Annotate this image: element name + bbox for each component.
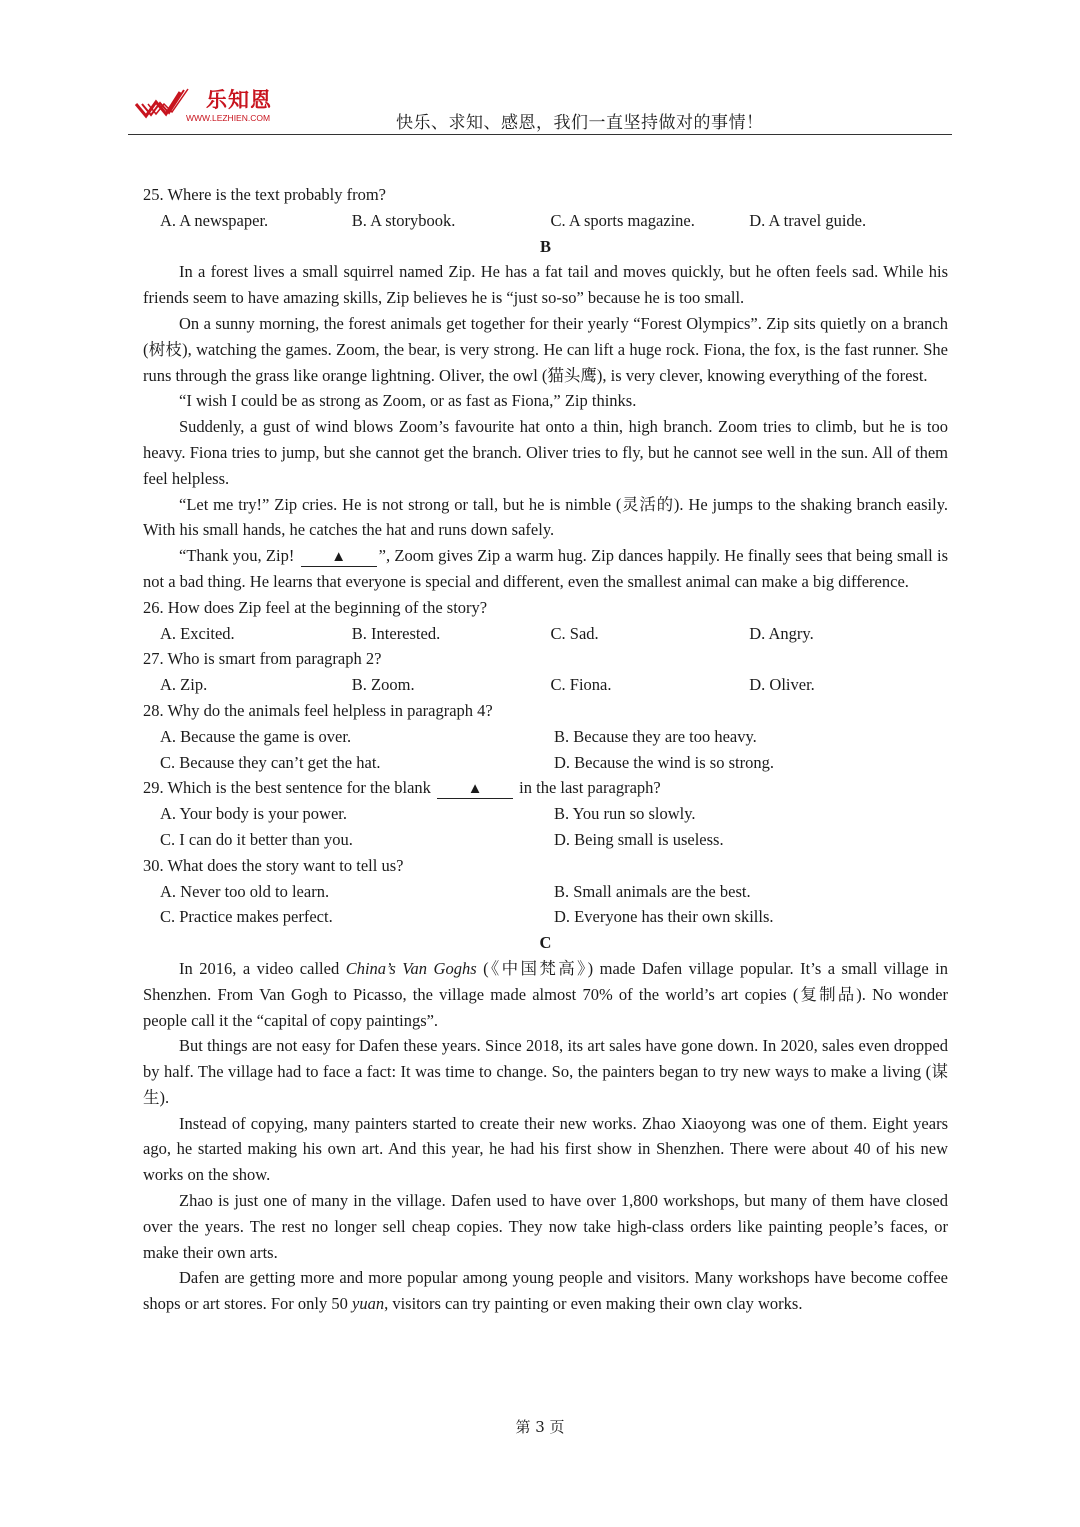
q25-option-b: B. A storybook. bbox=[351, 210, 456, 230]
q29-option-c: C. I can do it better than you. bbox=[160, 829, 353, 849]
q29-blank bbox=[437, 779, 513, 799]
question-27-options bbox=[143, 672, 948, 698]
q27-option-c: C. Fiona. bbox=[550, 675, 612, 695]
question-27: 27. Who is smart from paragraph 2? bbox=[143, 649, 382, 669]
passage-b-paragraph-2: On a sunny morning, the forest animals get together for their yearly “Forest Olympics”. Zip sits quietly on a branch (树枝), watching the games. Zoom, the bear, is very strong. He can lift a huge rock. Fiona, the fox, is the fast runner. She runs through the grass like orange lightning. Oliver, the owl (猫头鹰), is very clever, knowing everything of the forest. bbox=[143, 313, 948, 385]
q28-option-a: A. Because the game is over. bbox=[160, 726, 352, 746]
logo-url: WWW.LEZHIEN.COM bbox=[186, 113, 271, 123]
question-25: 25. Where is the text probably from? bbox=[143, 185, 386, 204]
question-30: 30. What does the story want to tell us? bbox=[143, 855, 404, 875]
q30-option-c: C. Practice makes perfect. bbox=[160, 907, 333, 927]
question-26-options bbox=[143, 621, 948, 647]
question-29-options-row-2 bbox=[143, 827, 948, 853]
passage-c-paragraph-4: Zhao is just one of many in the village. Dafen used to have over 1,800 workshops, but many of them have closed over the years. The rest no longer sell cheap copies. They now take high-class orders like painting people’s faces, or make their own arts. bbox=[143, 1191, 948, 1262]
currency-yuan: yuan bbox=[352, 1294, 385, 1314]
blank-triangle-icon: ▲ bbox=[331, 549, 347, 566]
paragraph-6-end: ”, Zoom gives Zip a warm hug. Zip dances happily. He finally sees that being small is not a bad thing. He learns that everyone is special and different, even the smallest animal can make a big difference. bbox=[143, 546, 949, 591]
q29-option-a: A. Your body is your power. bbox=[160, 804, 348, 824]
answer-blank bbox=[301, 547, 377, 567]
video-title: China’s Van Goghs bbox=[345, 958, 477, 978]
q28-option-c: C. Because they can’t get the hat. bbox=[160, 752, 381, 772]
q26-option-c: C. Sad. bbox=[550, 623, 599, 643]
q30-option-a: A. Never too old to learn. bbox=[160, 881, 330, 901]
q25-option-c: C. A sports magazine. bbox=[550, 210, 695, 230]
q26-option-a: A. Excited. bbox=[160, 623, 235, 643]
passage-c-paragraph-1 bbox=[143, 956, 948, 1033]
passage-b-paragraph-1: In a forest lives a small squirrel named Zip. He has a fat tail and moves quickly, but he often feels sad. While his friends seem to have amazing skills, Zip believes he is “just so-so” because he is too small. bbox=[143, 262, 948, 308]
passage-b-paragraph-3: “I wish I could be as strong as Zoom, or as fast as Fiona,” Zip thinks. bbox=[179, 391, 637, 411]
q27-option-d: D. Oliver. bbox=[749, 675, 815, 695]
q27-option-b: B. Zoom. bbox=[351, 675, 415, 695]
q29-option-d: D. Being small is useless. bbox=[554, 829, 724, 849]
q29-text-start: 29. Which is the best sentence for the blank bbox=[143, 778, 431, 798]
c-p1-start: In 2016, a video called bbox=[179, 958, 346, 978]
q28-option-d: D. Because the wind is so strong. bbox=[554, 752, 774, 772]
question-25-options bbox=[143, 208, 948, 234]
question-28-options-row-2 bbox=[143, 750, 948, 776]
lezhien-logo bbox=[134, 82, 284, 126]
question-30-options-row-1 bbox=[143, 879, 948, 905]
c-p1-end: (《中国梵高》) made Dafen village popular. It’s a small village in Shenzhen. From Van Gogh to Picasso, the village made almost 70% of the world’s art copies (复制品). No wonder people call it the “capital of copy paintings”. bbox=[143, 958, 948, 1030]
q29-blank-triangle-icon: ▲ bbox=[467, 781, 483, 798]
passage-c-paragraph-3: Instead of copying, many painters started to create their new works. Zhao Xiaoyong was one of them. Eight years ago, he started making his own art. And this year, he had his first show in Shenzhen. There were about 40 of his new works on the show. bbox=[143, 1113, 948, 1185]
header-slogan: 快乐、求知、感恩，我们一直坚持做对的事情！ bbox=[396, 113, 764, 133]
question-26: 26. How does Zip feel at the beginning of the story? bbox=[143, 597, 488, 617]
q26-option-b: B. Interested. bbox=[351, 623, 441, 643]
passage-c-paragraph-2: But things are not easy for Dafen these years. Since 2018, its art sales have gone down. In 2020, sales even dropped by half. The village had to face a fact: It was time to change. So, the painters began to try new ways to make a living (谋生). bbox=[143, 1036, 948, 1107]
page-number: 第 3 页 bbox=[515, 1418, 565, 1436]
question-29 bbox=[143, 775, 948, 801]
question-28-options-row-1 bbox=[143, 724, 948, 750]
passage-b-paragraph-5: “Let me try!” Zip cries. He is not strong or tall, but he is nimble (灵活的). He jumps to the shaking branch easily. With his small hands, he catches the hat and runs down safely. bbox=[143, 494, 948, 540]
page-header bbox=[128, 78, 952, 135]
passage-b-paragraph-6 bbox=[143, 543, 948, 595]
logo-chinese-name: 乐知恩 bbox=[206, 88, 272, 112]
exam-content bbox=[143, 182, 948, 1317]
passage-c-paragraph-5 bbox=[143, 1265, 948, 1317]
q25-option-d: D. A travel guide. bbox=[749, 210, 867, 230]
c-p5-end: , visitors can try painting or even making their own clay works. bbox=[384, 1294, 803, 1314]
q27-option-a: A. Zip. bbox=[160, 675, 208, 695]
section-c-label: C bbox=[539, 933, 552, 953]
q25-option-a: A. A newspaper. bbox=[160, 210, 269, 230]
question-28: 28. Why do the animals feel helpless in paragraph 4? bbox=[143, 700, 493, 720]
q29-text-end: in the last paragraph? bbox=[519, 778, 661, 798]
q30-option-d: D. Everyone has their own skills. bbox=[554, 907, 774, 927]
q26-option-d: D. Angry. bbox=[749, 623, 814, 643]
c-p5-start: Dafen are getting more and more popular among young people and visitors. Many workshops have become coffee shops or art stores. For only 50 bbox=[143, 1268, 948, 1314]
question-29-options-row-1 bbox=[143, 801, 948, 827]
q28-option-b: B. Because they are too heavy. bbox=[554, 726, 757, 746]
section-b-label: B bbox=[539, 236, 551, 256]
paragraph-6-start: “Thank you, Zip! bbox=[179, 546, 295, 566]
question-30-options-row-2 bbox=[143, 904, 948, 930]
q30-option-b: B. Small animals are the best. bbox=[554, 881, 751, 901]
passage-b-paragraph-4: Suddenly, a gust of wind blows Zoom’s favourite hat onto a thin, high branch. Zoom tries to climb, but he is too heavy. Fiona tries to jump, but she cannot get the branch. Oliver tries to fly, but he cannot see well in the sun. All of them feel helpless. bbox=[143, 417, 948, 488]
q29-option-b: B. You run so slowly. bbox=[554, 804, 696, 824]
